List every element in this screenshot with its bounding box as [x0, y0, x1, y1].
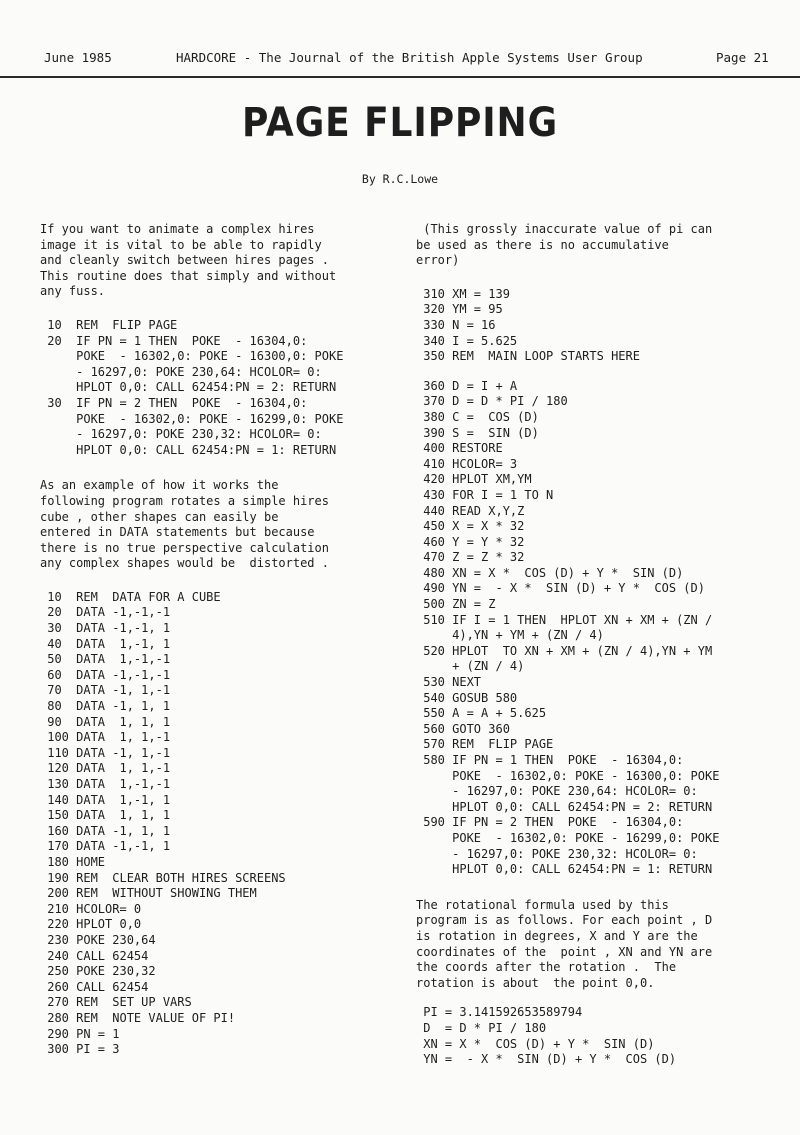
flip-page-listing: [40, 318, 380, 458]
code-line: 210 HCOLOR= 0: [40, 901, 142, 916]
code-line: 170 DATA -1,-1, 1: [40, 839, 171, 854]
code-line: 140 DATA 1,-1, 1: [40, 792, 171, 807]
code-line: 350 REM MAIN LOOP STARTS HERE: [416, 349, 640, 364]
code-line: 420 HPLOT XM,YM: [416, 472, 532, 487]
code-line: 310 XM = 139: [416, 286, 510, 301]
code-line: 80 DATA -1, 1, 1: [40, 699, 171, 714]
code-line: YN = - X * SIN (D) + Y * COS (D): [416, 1052, 677, 1067]
setup-listing: [416, 287, 776, 365]
code-line: 500 ZN = Z: [416, 597, 496, 612]
code-line: 580 IF PN = 1 THEN POKE - 16304,0:: [416, 753, 684, 767]
code-line: 480 XN = X * COS (D) + Y * SIN (D): [416, 565, 684, 580]
code-line: 290 PN = 1: [40, 1026, 120, 1041]
text-line: image it is vital to be able to rapidly: [40, 237, 322, 252]
code-line: 340 I = 5.625: [416, 333, 518, 348]
pi-note-paragraph: [416, 222, 776, 269]
formula-listing: [416, 1005, 776, 1067]
code-line: 320 YM = 95: [416, 302, 503, 317]
text-line: following program rotates a simple hires: [40, 493, 329, 508]
code-line: 450 X = X * 32: [416, 519, 525, 534]
article-byline: By R.C.Lowe: [361, 172, 439, 186]
code-line: 160 DATA -1, 1, 1: [40, 823, 171, 838]
code-line: 180 HOME: [40, 854, 106, 869]
code-line: 380 C = COS (D): [416, 409, 539, 424]
code-line: 240 CALL 62454: [40, 948, 149, 963]
code-line: 120 DATA 1, 1,-1: [40, 761, 171, 776]
text-line: and cleanly switch between hires pages .: [40, 253, 329, 268]
code-line: 20 DATA -1,-1,-1: [40, 605, 171, 620]
code-line: PI = 3.141592653589794: [416, 1005, 583, 1020]
code-line: 30 DATA -1,-1, 1: [40, 621, 171, 636]
text-line: If you want to animate a complex hires: [40, 222, 315, 236]
text-line: This routine does that simply and without: [40, 268, 337, 283]
code-line: 560 GOTO 360: [416, 721, 510, 736]
code-line: 410 HCOLOR= 3: [416, 456, 518, 471]
code-line: 230 POKE 230,64: [40, 932, 156, 947]
code-line: 100 DATA 1, 1,-1: [40, 730, 171, 745]
code-line: 30 IF PN = 2 THEN POKE - 16304,0:: [40, 395, 308, 410]
intro-paragraph: [40, 222, 380, 300]
code-line: 40 DATA 1,-1, 1: [40, 636, 171, 651]
code-line: 510 IF I = 1 THEN HPLOT XN + XM + (ZN /: [416, 612, 713, 627]
code-line: 60 DATA -1,-1,-1: [40, 667, 171, 682]
text-line: As an example of how it works the: [40, 478, 279, 493]
code-line: 260 CALL 62454: [40, 979, 149, 994]
text-line: there is no true perspective calculation: [40, 540, 329, 555]
code-line: 150 DATA 1, 1, 1: [40, 808, 171, 823]
text-line: (This grossly inaccurate value of pi can: [416, 222, 713, 236]
code-line: 530 NEXT: [416, 675, 482, 690]
article-title: PAGE FLIPPING: [241, 100, 559, 146]
code-line: 50 DATA 1,-1,-1: [40, 652, 171, 667]
text-line: any complex shapes would be distorted .: [40, 556, 329, 571]
page-number: Page 21: [716, 50, 769, 65]
main-loop-listing: [416, 379, 776, 878]
code-line: 10 REM FLIP PAGE: [40, 317, 178, 332]
code-line: 300 PI = 3: [40, 1042, 120, 1057]
text-line: any fuss.: [40, 284, 106, 299]
code-line: + (ZN / 4): [416, 659, 525, 674]
code-line: 570 REM FLIP PAGE: [416, 737, 554, 752]
journal-title: HARDCORE - The Journal of the British Apple Systems User Group: [176, 50, 643, 65]
code-line: - 16297,0: POKE 230,64: HCOLOR= 0:: [416, 784, 698, 799]
code-line: - 16297,0: POKE 230,64: HCOLOR= 0:: [40, 364, 322, 379]
code-line: 360 D = I + A: [416, 378, 518, 393]
issue-date: June 1985: [44, 50, 112, 65]
code-line: 250 POKE 230,32: [40, 964, 156, 979]
text-line: program is as follows. For each point , D: [416, 913, 713, 928]
code-line: 490 YN = - X * SIN (D) + Y * COS (D): [416, 581, 705, 596]
code-line: 220 HPLOT 0,0: [40, 917, 142, 932]
code-line: 270 REM SET UP VARS: [40, 995, 192, 1010]
code-line: 110 DATA -1, 1,-1: [40, 745, 171, 760]
code-line: 430 FOR I = 1 TO N: [416, 487, 554, 502]
code-line: 550 A = A + 5.625: [416, 706, 547, 721]
text-line: error): [416, 253, 460, 268]
code-line: 90 DATA 1, 1, 1: [40, 714, 171, 729]
code-line: 200 REM WITHOUT SHOWING THEM: [40, 886, 257, 901]
text-line: the coords after the rotation . The: [416, 960, 677, 975]
code-line: POKE - 16302,0: POKE - 16300,0: POKE: [416, 768, 720, 783]
code-line: POKE - 16302,0: POKE - 16299,0: POKE: [416, 830, 720, 845]
code-line: 330 N = 16: [416, 317, 496, 332]
code-line: 10 REM DATA FOR A CUBE: [40, 589, 221, 604]
code-line: HPLOT 0,0: CALL 62454:PN = 1: RETURN: [40, 442, 337, 457]
code-line: POKE - 16302,0: POKE - 16299,0: POKE: [40, 411, 344, 426]
code-line: 460 Y = Y * 32: [416, 534, 525, 549]
code-line: HPLOT 0,0: CALL 62454:PN = 2: RETURN: [40, 380, 337, 395]
code-line: D = D * PI / 180: [416, 1020, 547, 1035]
code-line: 4),YN + YM + (ZN / 4): [416, 628, 604, 643]
code-line: XN = X * COS (D) + Y * SIN (D): [416, 1036, 655, 1051]
text-line: The rotational formula used by this: [416, 897, 669, 912]
code-line: 130 DATA 1,-1,-1: [40, 777, 171, 791]
text-line: be used as there is no accumulative: [416, 237, 669, 252]
code-line: 470 Z = Z * 32: [416, 550, 525, 565]
example-paragraph: [40, 478, 380, 572]
text-line: coordinates of the point , XN and YN are: [416, 944, 713, 959]
formula-paragraph: [416, 898, 776, 992]
code-line: 70 DATA -1, 1,-1: [40, 683, 171, 698]
code-line: HPLOT 0,0: CALL 62454:PN = 2: RETURN: [416, 799, 713, 814]
right-column: [416, 222, 776, 1068]
code-line: 440 READ X,Y,Z: [416, 503, 525, 518]
code-line: POKE - 16302,0: POKE - 16300,0: POKE: [40, 349, 344, 364]
code-line: 540 GOSUB 580: [416, 690, 518, 705]
page-header: [0, 44, 800, 74]
code-line: - 16297,0: POKE 230,32: HCOLOR= 0:: [40, 427, 322, 442]
header-rule: [0, 76, 800, 78]
code-line: 190 REM CLEAR BOTH HIRES SCREENS: [40, 870, 286, 885]
text-line: rotation is about the point 0,0.: [416, 975, 655, 990]
text-line: cube , other shapes can easily be: [40, 509, 279, 524]
code-line: 590 IF PN = 2 THEN POKE - 16304,0:: [416, 815, 684, 830]
text-line: entered in DATA statements but because: [40, 525, 315, 540]
code-line: 370 D = D * PI / 180: [416, 394, 568, 409]
text-line: is rotation in degrees, X and Y are the: [416, 928, 698, 943]
cube-program-listing: [40, 590, 380, 1058]
code-line: 520 HPLOT TO XN + XM + (ZN / 4),YN + YM: [416, 643, 713, 658]
code-line: 280 REM NOTE VALUE OF PI!: [40, 1010, 236, 1025]
code-line: 20 IF PN = 1 THEN POKE - 16304,0:: [40, 333, 308, 348]
code-line: HPLOT 0,0: CALL 62454:PN = 1: RETURN: [416, 862, 713, 877]
code-line: - 16297,0: POKE 230,32: HCOLOR= 0:: [416, 846, 698, 861]
code-line: 390 S = SIN (D): [416, 425, 539, 440]
left-column: [40, 222, 380, 1058]
code-line: 400 RESTORE: [416, 441, 503, 456]
